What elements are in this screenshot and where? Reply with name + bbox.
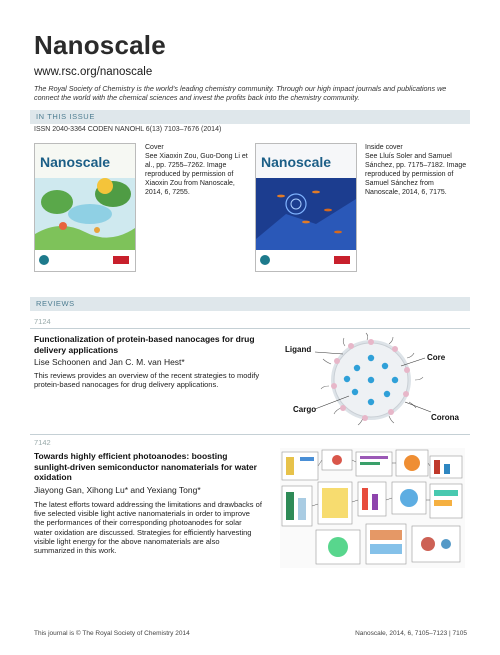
article-1-title[interactable]: Functionalization of protein-based nanocages for drug delivery applications	[34, 334, 255, 355]
article-1-page: 7124	[34, 317, 51, 326]
front-cover-caption-text: See Xiaoxin Zou, Guo-Dong Li et al., pp. 7255–7262. Image reproduced by permission of Xiaoxin Zou from Nanoscale, 2014, 6, 7255.	[145, 153, 248, 196]
article-2-authors: Jiayong Gan, Xihong Lu* and Yexiang Tong*	[34, 485, 201, 495]
journal-title: Nanoscale	[34, 30, 166, 60]
footer-citation: Nanoscale, 2014, 6, 7105–7123 | 7105	[355, 630, 467, 637]
article-2-title[interactable]: Towards highly efficient photoanodes: boosting sunlight-driven semiconductor nanomaterials for water oxidation	[34, 451, 257, 482]
nanocage-figure	[285, 332, 470, 427]
inside-cover-caption	[365, 143, 470, 197]
inside-cover-heading: Inside cover	[365, 144, 403, 151]
figure-label-ligand: Ligand	[285, 345, 312, 354]
article-1-summary: This reviews provides an overview of the recent strategies to modify protein-based nanocages for drug delivery applications.	[34, 371, 260, 390]
photoanode-figure	[280, 448, 465, 568]
issue-meta: ISSN 2040-3364 CODEN NANOHL 6(13) 7103–7676 (2014)	[34, 126, 222, 133]
inside-cover-caption-text: See Lluís Soler and Samuel Sánchez, pp. 7175–7182. Image reproduced by permission of Samuel Sánchez from Nanoscale, 2014, 6, 7175.	[365, 153, 467, 196]
article-1-authors: Lise Schoonen and Jan C. M. van Hest*	[34, 357, 185, 367]
inside-cover-mini-title: Nanoscale	[261, 154, 332, 170]
front-cover-caption	[145, 143, 250, 197]
journal-intro: The Royal Society of Chemistry is the world's leading chemistry community. Through our high impact journals and publications we connect the world with the chemical sciences and invest the profits back into the chemistry community.	[34, 84, 447, 103]
article-1-divider	[30, 328, 470, 329]
inside-cover-image	[255, 143, 357, 272]
front-cover-heading: Cover	[145, 144, 164, 151]
article-2-divider	[30, 434, 470, 435]
figure-label-cargo: Cargo	[293, 405, 317, 414]
article-2-page: 7142	[34, 438, 51, 447]
front-cover-mini-title: Nanoscale	[40, 154, 111, 170]
reviews-bar: REVIEWS	[30, 297, 470, 311]
journal-url[interactable]: www.rsc.org/nanoscale	[34, 66, 153, 78]
front-cover-image	[34, 143, 136, 272]
figure-label-core: Core	[427, 353, 446, 362]
in-this-issue-bar: IN THIS ISSUE	[30, 110, 470, 124]
footer-copyright: This journal is © The Royal Society of Chemistry 2014	[34, 630, 190, 637]
figure-label-corona: Corona	[431, 413, 459, 422]
article-2-summary: The latest efforts toward addressing the limitations and drawbacks of five selected visible light active nanomaterials in order to improve the performances of their corresponding photoanodes for solar water oxidation are discussed. Strategies for efficiently harvesting visible light energy for the above nanomaterials are also summarized in this work.	[34, 500, 262, 556]
